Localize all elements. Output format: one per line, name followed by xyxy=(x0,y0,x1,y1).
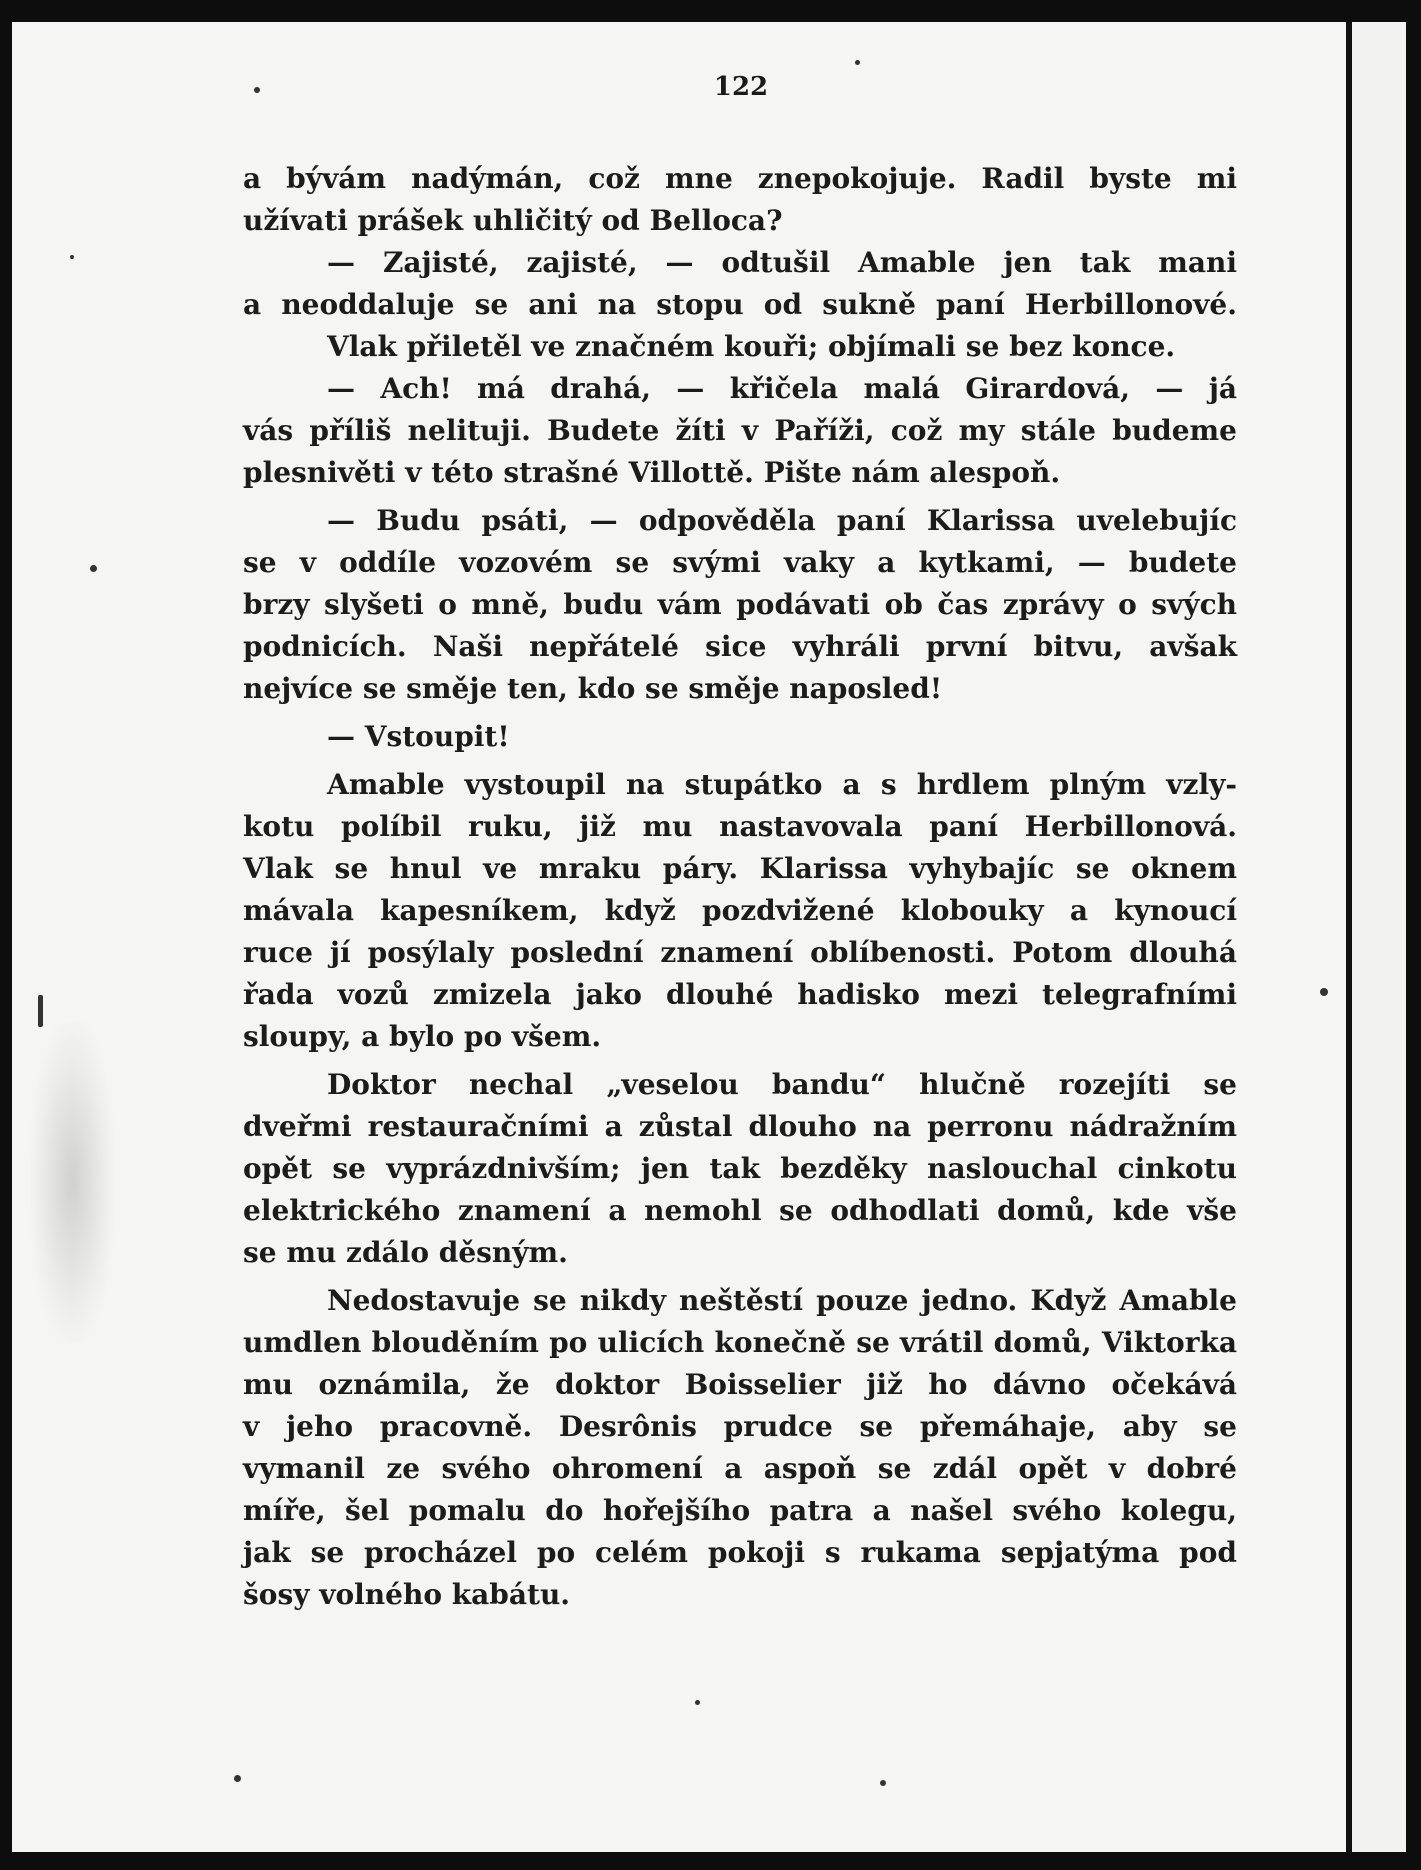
text-line: umdlen blouděním po ulicích konečně se vrátil domů, Viktorka xyxy=(243,1326,1237,1359)
text-line: elektrického znamení a nemohl se odhodlati domů, kde vše xyxy=(243,1194,1237,1227)
text-line: šosy volného kabátu. xyxy=(243,1578,571,1611)
text-line: se v oddíle vozovém se svými vaky a kytkami, — budete xyxy=(243,546,1237,579)
text-line: brzy slyšeti o mně, budu vám podávati ob čas zprávy o svých xyxy=(243,588,1237,621)
text-line: opět se vyprázdnivším; jen tak bezděky naslouchal cinkotu xyxy=(243,1152,1237,1185)
text-line: mávala kapesníkem, když pozdvižené klobouky a kynoucí xyxy=(243,894,1237,927)
text-line: plesnivěti v této strašné Villottě. Pište nám alespoň. xyxy=(243,456,1061,489)
page-number: 122 xyxy=(713,72,769,102)
text-line: ruce jí posýlaly poslední znamení oblíbenosti. Potom dlouhá xyxy=(243,936,1237,969)
text-line: řada vozů zmizela jako dlouhé hadisko mezi telegrafními xyxy=(243,978,1237,1011)
text-line: — Zajisté, zajisté, — odtušil Amable jen tak mani xyxy=(327,246,1237,279)
text-line: kotu políbil ruku, již mu nastavovala paní Herbillonová. xyxy=(243,810,1237,843)
text-line: a bývám nadýmán, což mne znepokojuje. Radil byste mi xyxy=(243,162,1237,195)
text-line: v jeho pracovně. Desrônis prudce se přemáhaje, aby se xyxy=(243,1410,1237,1443)
text-line: Nedostavuje se nikdy neštěstí pouze jedno. Když Amable xyxy=(327,1284,1237,1317)
text-line: mu oznámila, že doktor Boisselier již ho dávno očekává xyxy=(243,1368,1237,1401)
text-line: sloupy, a bylo po všem. xyxy=(243,1020,602,1053)
text-line: Vlak přiletěl ve značném kouři; objímali se bez konce. xyxy=(327,330,1176,363)
text-line: jak se procházel po celém pokoji s rukama sepjatýma pod xyxy=(243,1536,1237,1569)
text-line: dveřmi restauračními a zůstal dlouho na perronu nádražním xyxy=(243,1110,1237,1143)
text-line: vymanil ze svého ohromení a aspoň se zdál opět v dobré xyxy=(243,1452,1237,1485)
text-line: vás příliš nelituji. Budete žíti v Paříži, což my stále budeme xyxy=(243,414,1237,447)
page-edge-rule xyxy=(1346,22,1352,1852)
text-line: — Ach! má drahá, — křičela malá Girardová, — já xyxy=(327,372,1237,405)
text-line: podnicích. Naši nepřátelé sice vyhráli první bitvu, avšak xyxy=(243,630,1237,663)
text-line: a neoddaluje se ani na stopu od sukně paní Herbillonové. xyxy=(243,288,1237,321)
body-text xyxy=(243,158,1237,1616)
text-line: se mu zdálo děsným. xyxy=(243,1236,568,1269)
text-line: — Budu psáti, — odpověděla paní Klarissa uvelebujíc xyxy=(327,504,1237,537)
text-line: Vlak se hnul ve mraku páry. Klarissa vyhybajíc se oknem xyxy=(243,852,1237,885)
text-line: Doktor nechal „veselou bandu“ hlučně rozejíti se xyxy=(327,1068,1237,1101)
text-line: Amable vystoupil na stupátko a s hrdlem plným vzly- xyxy=(327,768,1237,801)
text-line: nejvíce se směje ten, kdo se směje naposled! xyxy=(243,672,943,705)
text-line: míře, šel pomalu do hořejšího patra a našel svého kolegu, xyxy=(243,1494,1237,1527)
page-stain xyxy=(30,1022,115,1342)
text-line: užívati prášek uhličitý od Belloca? xyxy=(243,204,783,237)
text-line: — Vstoupit! xyxy=(327,720,510,753)
adjacent-page-edge xyxy=(1346,22,1406,1852)
